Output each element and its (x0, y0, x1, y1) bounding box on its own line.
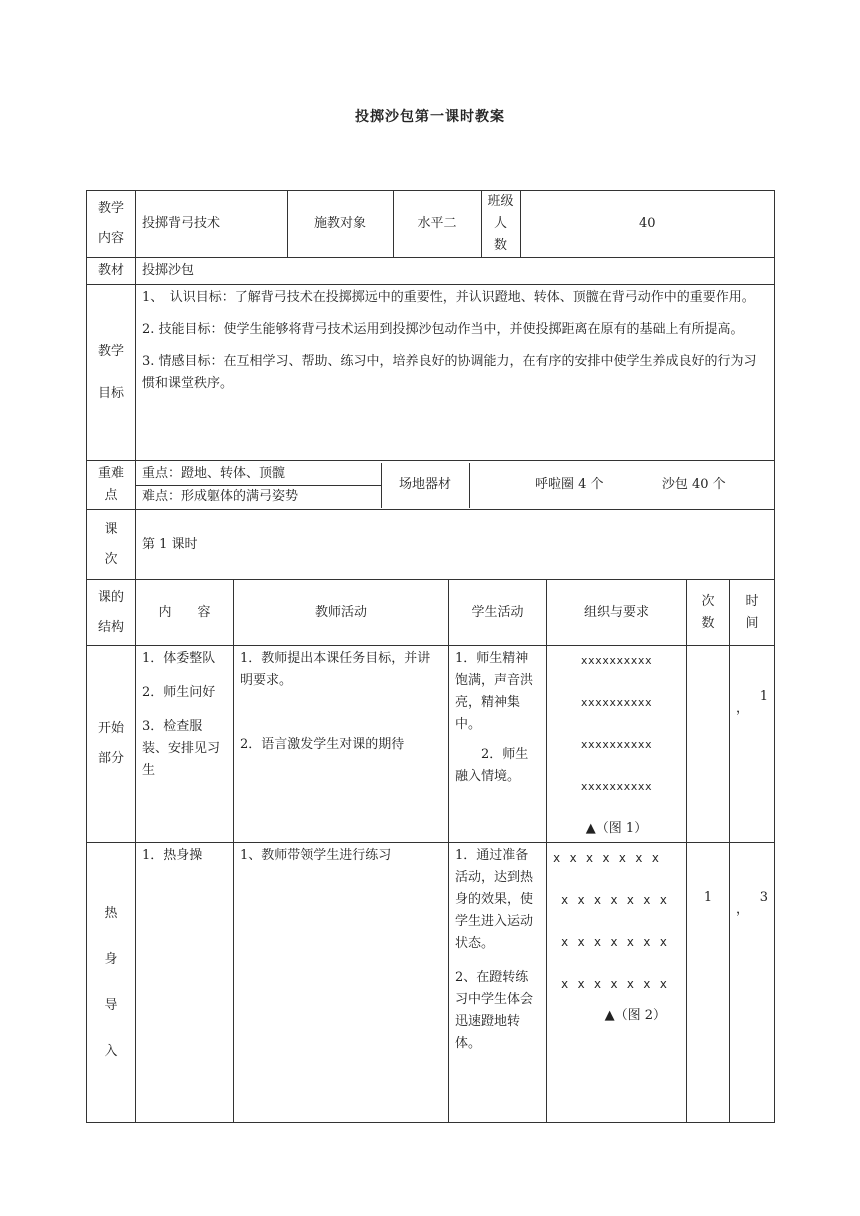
warmup-student: 1．通过准备活动，达到热身的效果，使学生进入运动状态。 2、在蹬转练习中学生体会迅速蹬地转体。 (449, 843, 547, 1123)
formation-row: x x x x x x x (561, 935, 667, 949)
warmup-section-row (87, 843, 775, 1123)
start-duration: 1 ， (730, 646, 775, 843)
start-formation (547, 646, 687, 843)
goals-row (87, 285, 775, 461)
formation-row: xxxxxxxxxx (580, 738, 653, 751)
header-org: 组织与要求 (547, 580, 687, 646)
equipment-cell (469, 463, 774, 508)
header-content: 内 容 (136, 580, 234, 646)
structure-label: 课的 结构 (87, 580, 136, 646)
difficult-point: 难点：形成躯体的满弓姿势 (142, 488, 299, 504)
difficulty-label: 重难 点 (87, 461, 136, 510)
lesson-value: 第 1 课时 (136, 510, 775, 580)
formation-row: x x x x x x x (561, 893, 667, 907)
formation-row: x x x x x x x (561, 977, 667, 991)
content-row (87, 191, 775, 258)
start-content: 1．体委整队 2．师生问好 3．检查服装、安排见习生 (136, 646, 234, 843)
points-cell (136, 463, 381, 508)
material-value: 投掷沙包 (136, 258, 775, 285)
warmup-times: 1 (687, 843, 730, 1123)
material-row (87, 258, 775, 285)
difficulty-cells (136, 461, 775, 510)
formation-row: xxxxxxxxxx (580, 780, 653, 793)
target-value: 水平二 (393, 191, 481, 257)
content-label: 教学 内容 (87, 191, 136, 258)
class-size-value: 40 (638, 216, 656, 231)
figure-2-caption: ▲（图 2） (604, 1008, 666, 1023)
equipment-hoops: 呼啦圈 4 个 (534, 477, 604, 492)
goal-2: 2. 技能目标：使学生能够将背弓技术运用到投掷沙包动作当中，并使投掷距离在原有的基础上有所提高。 (142, 322, 744, 337)
header-times: 次 数 (687, 580, 730, 646)
key-point: 重点：蹬地、转体、顶髋 (136, 463, 381, 486)
lesson-plan-table (86, 190, 775, 1123)
warmup-teacher: 1、教师带领学生进行练习 (234, 843, 449, 1123)
lesson-row (87, 510, 775, 580)
warmup-duration: 3 ， (730, 843, 775, 1123)
warmup-section-label: 热 身 导 入 (87, 843, 136, 1123)
header-student: 学生活动 (449, 580, 547, 646)
header-duration: 时 间 (730, 580, 775, 646)
formation-row: x x x x x x x (553, 851, 659, 865)
content-row-cells (136, 191, 775, 258)
goal-1: 1、 认识目标：了解背弓技术在投掷掷远中的重要性，并认识蹬地、转体、顶髋在背弓动作中的重要作用。 (142, 290, 755, 305)
start-section-label: 开始 部分 (87, 646, 136, 843)
page-title: 投掷沙包第一课时教案 (355, 109, 505, 125)
equipment-sandbags: 沙包 40 个 (661, 477, 726, 492)
formation-row: xxxxxxxxxx (580, 696, 653, 709)
warmup-content: 1．热身操 (136, 843, 234, 1123)
lesson-label: 课 次 (87, 510, 136, 580)
class-size-label: 班级人 数 (481, 191, 520, 257)
start-times (687, 646, 730, 843)
material-label: 教材 (87, 258, 136, 285)
start-teacher: 1．教师提出本课任务目标，并讲明要求。 2．语言激发学生对课的期待 (234, 646, 449, 843)
content-value: 投掷背弓技术 (136, 191, 287, 257)
target-label: 施教对象 (287, 191, 393, 257)
formation-row: xxxxxxxxxx (580, 654, 653, 667)
difficulty-row (87, 461, 775, 510)
goals-content (136, 285, 775, 461)
figure-1-caption: ▲（图 1） (585, 821, 648, 836)
goal-3: 3. 情感目标：在互相学习、帮助、练习中，培养良好的协调能力，在有序的安排中使学生养成良好的行为习惯和课堂秩序。 (142, 354, 757, 391)
structure-header-row (87, 580, 775, 646)
warmup-formation (547, 843, 687, 1123)
goals-label: 教学 目标 (87, 285, 136, 461)
header-teacher: 教师活动 (234, 580, 449, 646)
start-student: 1．师生精神饱满，声音洪亮，精神集中。 2．师生融入情境。 (449, 646, 547, 843)
start-section-row (87, 646, 775, 843)
equipment-label: 场地器材 (381, 463, 469, 508)
